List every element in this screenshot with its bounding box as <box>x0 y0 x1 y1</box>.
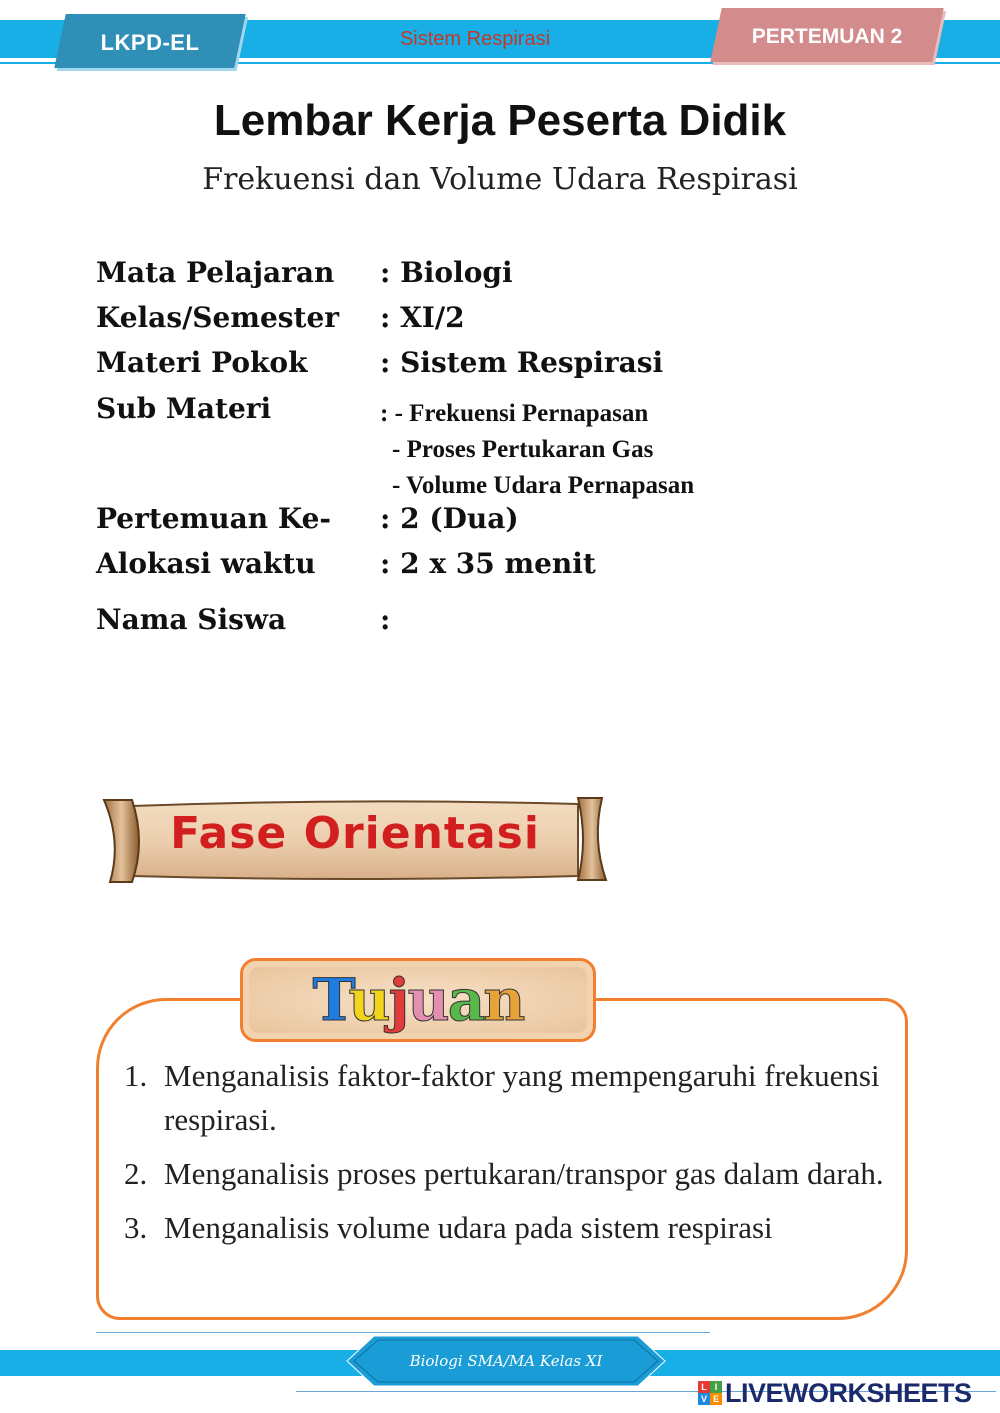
goal-number: 3. <box>124 1210 148 1245</box>
info-label: Materi Pokok <box>96 346 308 379</box>
logo-letter: L <box>698 1381 710 1393</box>
subtopic-list <box>380 396 694 504</box>
goals-title-letter: u <box>348 966 389 1034</box>
liveworksheets-logo <box>698 1378 972 1408</box>
page-subtitle: Frekuensi dan Volume Udara Respirasi <box>202 162 798 197</box>
info-value: : 2 (Dua) <box>380 502 519 535</box>
goal-text: Menganalisis volume udara pada sistem respirasi <box>164 1210 773 1245</box>
list-item <box>124 1054 884 1142</box>
lkpd-badge-label: LKPD-EL <box>100 30 200 55</box>
subtopic-item: - Volume Udara Pernapasan <box>392 472 695 499</box>
goal-text: Menganalisis proses pertukaran/transpor gas dalam darah. <box>164 1156 884 1191</box>
info-label: Nama Siswa <box>96 603 287 636</box>
footer-label: Biologi SMA/MA Kelas XI <box>409 1352 603 1370</box>
goal-number: 2. <box>124 1156 148 1191</box>
info-label: Sub Materi <box>96 392 272 425</box>
goals-title <box>240 958 596 1042</box>
meeting-badge-label: PERTEMUAN 2 <box>751 25 903 48</box>
goals-title-letter: u <box>407 966 448 1034</box>
subtopic-item: - Proses Pertukaran Gas <box>392 436 654 463</box>
footer-divider <box>96 1332 710 1333</box>
info-value: : XI/2 <box>380 301 465 334</box>
info-value: : Sistem Respirasi <box>380 346 664 379</box>
subtopic-item: : - Frekuensi Pernapasan <box>380 400 649 427</box>
banner-title: Fase Orientasi <box>170 808 540 859</box>
logo-letter: V <box>698 1393 710 1405</box>
goals-title-letter: j <box>388 966 408 1034</box>
info-value: : 2 x 35 menit <box>380 547 596 580</box>
info-value: : Biologi <box>380 256 513 289</box>
goals-title-letter: a <box>447 966 484 1034</box>
info-label: Kelas/Semester <box>96 301 340 334</box>
logo-letter: E <box>710 1393 722 1405</box>
goals-title-letter: T <box>312 966 349 1034</box>
goal-number: 1. <box>124 1058 148 1093</box>
info-label: Pertemuan Ke- <box>96 502 332 535</box>
page-title: Lembar Kerja Peserta Didik <box>213 96 787 145</box>
header-topic: Sistem Respirasi <box>399 28 551 50</box>
list-item <box>124 1206 884 1250</box>
list-item <box>124 1152 884 1196</box>
info-label: Mata Pelajaran <box>96 256 335 289</box>
student-name-field[interactable]: : <box>380 603 391 636</box>
liveworksheets-icon <box>698 1381 722 1405</box>
logo-letter: I <box>710 1381 722 1393</box>
info-label: Alokasi waktu <box>96 547 316 580</box>
goals-title-letter: n <box>483 966 524 1034</box>
goal-text: Menganalisis faktor-faktor yang mempengaruhi frekuensi respirasi. <box>164 1058 880 1137</box>
goals-list <box>124 1054 884 1260</box>
liveworksheets-wordmark: LIVEWORKSHEETS <box>725 1377 972 1408</box>
